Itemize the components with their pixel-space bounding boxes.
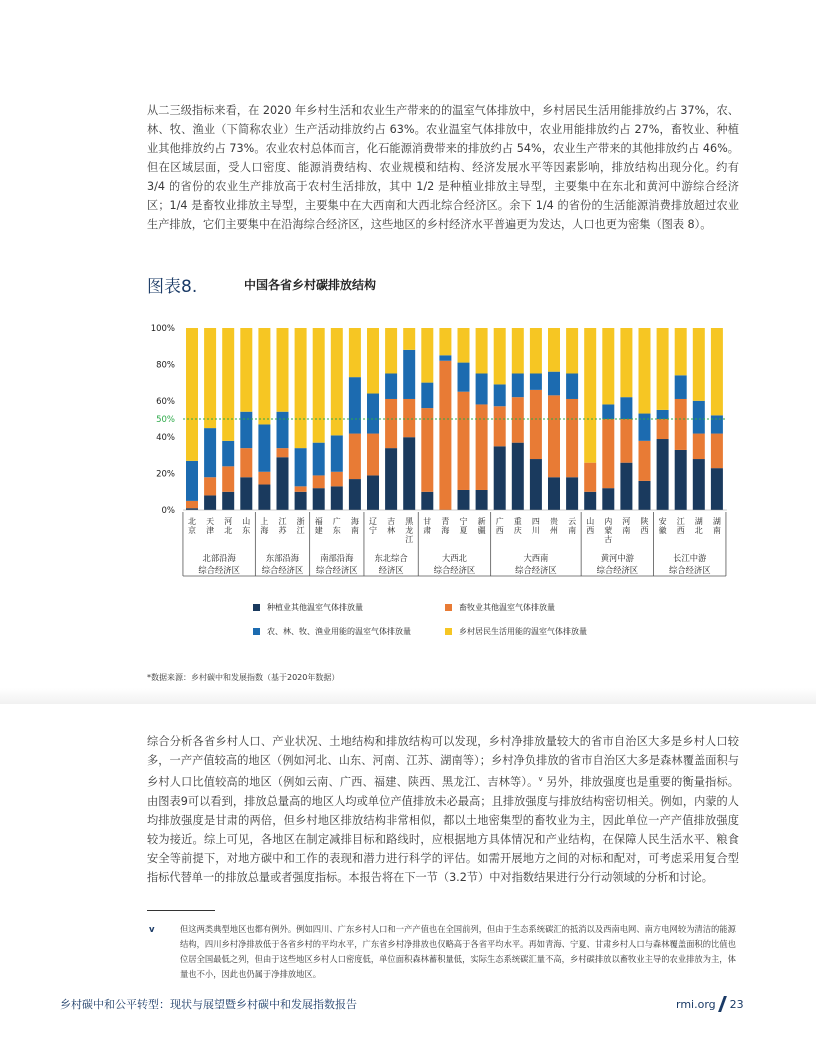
category-label: 建	[314, 526, 323, 535]
bar-segment-1	[476, 490, 488, 510]
bar-segment-3	[530, 374, 542, 390]
category-label: 林	[387, 526, 396, 535]
category-label: 苏	[278, 526, 287, 535]
bar-segment-2	[204, 477, 216, 495]
bar-segment-1	[367, 475, 379, 510]
body-paragraph-2	[147, 732, 739, 887]
bar-segment-4	[313, 328, 325, 443]
legend-swatch	[253, 604, 260, 611]
figure-label: 图表8.	[147, 277, 198, 297]
bar-segment-3	[403, 350, 415, 399]
bar-segment-3	[421, 383, 433, 408]
bar-segment-1	[675, 450, 687, 510]
category-label: 东	[242, 526, 251, 535]
category-label: 天	[206, 517, 215, 526]
reference-line-label: 50%	[156, 415, 175, 425]
bar-segment-1	[639, 481, 651, 510]
group-label: 东部沿海	[265, 553, 300, 563]
bar-segment-2	[295, 486, 307, 491]
category-label: 安	[658, 517, 667, 526]
bar-segment-2	[530, 390, 542, 459]
category-label: 古	[604, 535, 613, 544]
body-paragraph-1: 从二三级指标来看，在 2020 年乡村生活和农业生产带来的的温室气体排放中，乡村居民生活用能排放约占 37%，农、林、牧、渔业（下简称农业）生产活动排放约占 63%。农业温室气体排放中，农业用能排放约占 27%，畜牧业、种植业其他排放约占 73%。农业农村总体而言，化石能源消费带来的排放约占 54%，农业生产带来的其他排放约占 46%。但在区域层面，受人口密度、能源消费结构、农业规模和结构、经济发展水平等因素影响，排放结构出现分化。约有 3/4 的省份的农业生产排放高于农村生活排放，其中 1/2 是种植业排放主导型，主要集中在东北和黄河中游综合经济区；1/4 是畜牧业排放主导型，主要集中在大西南和大西北综合经济区。余下 1/4 的省份的生活能源消费排放超过农业生产排放，它们主要集中在沿海综合经济区，这些地区的乡村经济水平普遍更为发达，人口也更为密集（图表 8）。	[147, 104, 739, 232]
bar-segment-1	[602, 488, 614, 510]
category-label: 南	[622, 526, 631, 535]
bar-segment-2	[584, 463, 596, 492]
group-label: 大西南	[523, 553, 549, 563]
stacked-bar-chart	[140, 315, 740, 583]
bar-segment-3	[566, 374, 578, 399]
bar-segment-2	[349, 434, 361, 480]
legend-item	[445, 602, 555, 613]
bar-segment-2	[620, 419, 632, 463]
group-label: 南部沿海	[320, 553, 354, 563]
y-tick-label: 80%	[156, 360, 175, 371]
bar-segment-2	[331, 472, 343, 487]
legend-swatch	[445, 604, 452, 611]
group-label: 大西北	[441, 553, 467, 563]
footer-site-link[interactable]: rmi.org	[676, 997, 716, 1011]
category-label: 新	[477, 517, 486, 526]
category-label: 陕	[640, 517, 649, 526]
category-label: 上	[260, 517, 269, 526]
legend-item	[253, 626, 411, 637]
category-label: 东	[332, 526, 341, 535]
bar-segment-1	[584, 492, 596, 510]
footnote-mark: v	[149, 925, 155, 935]
legend-swatch	[253, 628, 260, 635]
bar-segment-1	[222, 492, 234, 510]
bar-segment-2	[675, 399, 687, 450]
bar-segment-4	[494, 328, 506, 384]
bar-segment-3	[711, 415, 723, 433]
category-label: 西	[495, 526, 504, 535]
category-label: 湖	[694, 517, 703, 526]
category-label: 江	[405, 535, 414, 544]
category-label: 吉	[387, 517, 396, 526]
paragraph-2-part-b: 另外，排放强度也是重要的衡量指标。由图表9可以看到，排放总量高的地区人均或单位产值排放未必最高；且排放强度与排放结构密切相关。例如，内蒙的人均排放强度是甘肃的两倍，但乡村地区排放结构非常相似，都以土地密集型的畜牧业为主，因此单位一产产值排放强度较为接近。综上可见，各地区在制定减排目标和路线时，应根据地方具体情况和产业结构，在保障人民生活水平、粮食安全等前提下，对地方碳中和工作的表现和潜力进行科学的评估。如需开展地方之间的对标和配对，可考虑采用复合型指标代替单一的排放总量或者强度指标。本报告将在下一节（3.2节）中对指数结果进行分行动领域的分析和讨论。	[147, 775, 739, 884]
bar-segment-3	[313, 443, 325, 476]
category-label: 湖	[712, 517, 721, 526]
legend-label: 乡村居民生活用能的温室气体排放量	[459, 627, 587, 636]
category-label: 庆	[513, 526, 522, 535]
bar-segment-1	[458, 490, 470, 510]
bar-segment-4	[186, 328, 198, 461]
bar-segment-4	[421, 328, 433, 383]
category-label: 山	[242, 517, 251, 526]
category-label: 南	[350, 526, 359, 535]
legend-swatch	[445, 628, 452, 635]
bar-segment-2	[439, 361, 451, 510]
y-tick-label: 20%	[156, 469, 175, 480]
group-label: 黄河中游	[600, 553, 634, 563]
bar-segment-4	[439, 328, 451, 355]
category-label: 四	[531, 517, 540, 526]
legend-item	[445, 626, 587, 637]
category-label: 龙	[405, 526, 414, 535]
bar-segment-4	[204, 328, 216, 428]
y-tick-label: 60%	[156, 396, 175, 407]
category-label: 徽	[658, 526, 667, 535]
bar-segment-2	[476, 404, 488, 490]
bar-segment-1	[512, 443, 524, 510]
bar-segment-1	[403, 437, 415, 510]
category-label: 广	[332, 517, 341, 526]
bar-segment-1	[295, 492, 307, 510]
bar-segment-4	[584, 328, 596, 463]
bar-segment-2	[494, 406, 506, 446]
bar-segment-3	[222, 441, 234, 466]
bar-segment-3	[277, 412, 289, 448]
category-label: 江	[296, 526, 305, 535]
bar-segment-3	[620, 397, 632, 419]
bar-segment-3	[367, 394, 379, 434]
bar-segment-4	[530, 328, 542, 374]
bar-segment-2	[657, 419, 669, 439]
bar-segment-1	[204, 495, 216, 510]
bar-segment-3	[602, 404, 614, 419]
bar-segment-1	[548, 477, 560, 510]
bar-segment-1	[385, 448, 397, 510]
bar-segment-3	[331, 435, 343, 471]
y-tick-label: 100%	[150, 324, 175, 334]
footnote-rule	[147, 910, 215, 911]
bar-segment-2	[421, 408, 433, 492]
bar-segment-3	[639, 414, 651, 441]
bar-segment-3	[675, 375, 687, 399]
bar-segment-4	[620, 328, 632, 397]
category-label: 州	[550, 526, 558, 535]
bar-segment-3	[349, 377, 361, 433]
bar-segment-3	[693, 401, 705, 434]
group-label: 综合经济区	[316, 565, 358, 575]
bar-segment-4	[639, 328, 651, 414]
bar-segment-4	[258, 328, 270, 424]
bar-segment-3	[439, 355, 451, 360]
category-label: 南	[568, 526, 577, 535]
footnote-text: 但这两类典型地区也都有例外。例如四川、广东乡村人口和一产产值也在全国前列，但由于生态系统碳汇的抵消以及西南电网、南方电网较为清洁的能源结构，四川乡村净排放低于各省乡村的平均水平，广东省乡村净排放也仅略高于各省平均水平。再如青海、宁夏、甘肃乡村人口与森林覆盖面积的比值也位居全国最低之列，但由于这些地区乡村人口密度低，单位面积森林蓄积量低，实际生态系统碳汇量不高，乡村碳排放以畜牧业主导的农业排放为主，体量也不小，因此也仍属于净排放地区。	[180, 924, 736, 979]
category-label: 西	[676, 526, 685, 535]
bar-segment-2	[222, 466, 234, 491]
section-separator	[0, 688, 816, 704]
category-label: 北	[224, 526, 233, 535]
group-label: 北部沿海	[202, 553, 236, 563]
category-label: 津	[206, 526, 215, 535]
bar-segment-4	[385, 328, 397, 374]
category-label: 川	[531, 526, 540, 535]
category-label: 南	[712, 526, 721, 535]
category-label: 西	[640, 526, 649, 535]
category-label: 云	[568, 517, 577, 526]
bar-segment-1	[421, 492, 433, 510]
footer-report-title: 乡村碳中和公平转型：现状与展望暨乡村碳中和发展指数报告	[60, 998, 357, 1011]
legend-label: 种植业其他温室气体排放量	[267, 603, 363, 612]
bar-segment-4	[548, 328, 560, 372]
category-label: 广	[495, 517, 504, 526]
bar-segment-1	[711, 468, 723, 510]
category-label: 蒙	[604, 526, 613, 535]
category-label: 甘	[423, 517, 432, 526]
bar-segment-1	[331, 486, 343, 510]
bar-segment-3	[295, 448, 307, 486]
slash-divider-icon	[718, 996, 727, 1012]
bar-segment-4	[693, 328, 705, 401]
bar-segment-2	[367, 434, 379, 476]
bar-segment-4	[657, 328, 669, 410]
bar-segment-4	[675, 328, 687, 375]
legend-label: 畜牧业其他温室气体排放量	[459, 603, 555, 612]
bar-segment-4	[349, 328, 361, 377]
bar-segment-2	[639, 441, 651, 481]
bar-segment-3	[240, 412, 252, 448]
bar-segment-3	[186, 461, 198, 501]
bar-segment-1	[530, 459, 542, 510]
page-number: 23	[729, 997, 744, 1011]
bar-segment-1	[566, 477, 578, 510]
group-label: 长江中游	[673, 553, 707, 563]
legend-label: 农、林、牧、渔业用能的温室气体排放量	[267, 627, 411, 636]
category-label: 黑	[405, 517, 414, 526]
bar-segment-2	[240, 448, 252, 477]
group-label: 综合经济区	[433, 565, 476, 575]
bar-segment-2	[711, 434, 723, 469]
bar-segment-2	[458, 392, 470, 490]
group-label: 东北综合	[374, 553, 408, 563]
bar-segment-3	[512, 374, 524, 398]
bar-segment-1	[494, 446, 506, 510]
bar-segment-4	[240, 328, 252, 412]
bar-segment-2	[512, 397, 524, 443]
bar-segment-3	[258, 424, 270, 471]
bar-segment-1	[240, 477, 252, 510]
category-label: 江	[278, 517, 287, 526]
footnote-reference[interactable]: v	[538, 775, 543, 784]
bar-segment-3	[548, 372, 560, 396]
bar-segment-2	[602, 419, 614, 488]
category-label: 肃	[423, 526, 432, 535]
bar-segment-2	[403, 399, 415, 437]
bar-segment-1	[693, 459, 705, 510]
category-label: 西	[586, 526, 595, 535]
bar-segment-4	[512, 328, 524, 374]
bar-segment-1	[620, 463, 632, 510]
category-label: 北	[188, 517, 196, 526]
bar-segment-2	[186, 501, 198, 508]
category-label: 海	[350, 517, 359, 526]
category-label: 内	[604, 517, 613, 526]
bar-segment-3	[458, 363, 470, 392]
category-label: 京	[188, 526, 196, 535]
group-label: 综合经济区	[198, 565, 240, 575]
category-label: 山	[586, 517, 595, 526]
category-label: 宁	[369, 526, 377, 535]
bar-segment-4	[476, 328, 488, 374]
bar-segment-4	[403, 328, 415, 350]
category-label: 青	[441, 517, 450, 526]
bar-segment-1	[349, 479, 361, 510]
data-source-note: *数据来源：乡村碳中和发展指数（基于2020年数据）	[147, 673, 340, 682]
bar-segment-2	[566, 399, 578, 477]
bar-segment-3	[657, 410, 669, 419]
bar-segment-3	[476, 374, 488, 405]
bar-segment-4	[367, 328, 379, 394]
group-label: 经济区	[378, 565, 404, 575]
category-label: 浙	[296, 517, 305, 526]
category-label: 福	[314, 517, 323, 526]
bar-segment-2	[277, 448, 289, 457]
bar-segment-4	[277, 328, 289, 412]
bar-segment-4	[222, 328, 234, 441]
bar-segment-4	[711, 328, 723, 415]
bar-segment-4	[458, 328, 470, 363]
bar-segment-4	[602, 328, 614, 404]
figure-title: 中国各省乡村碳排放结构	[244, 278, 377, 292]
bar-segment-1	[277, 457, 289, 510]
category-label: 江	[676, 517, 685, 526]
bar-segment-4	[566, 328, 578, 374]
category-label: 宁	[459, 517, 468, 526]
category-label: 疆	[477, 526, 486, 535]
category-label: 河	[224, 517, 233, 526]
group-label: 综合经济区	[669, 565, 711, 575]
bar-segment-2	[258, 472, 270, 485]
category-label: 重	[513, 517, 522, 526]
category-label: 夏	[459, 526, 468, 535]
bar-segment-3	[204, 428, 216, 477]
bar-segment-1	[657, 439, 669, 510]
group-label: 综合经济区	[596, 565, 639, 575]
bar-segment-2	[548, 395, 560, 477]
category-label: 海	[260, 526, 269, 535]
legend-item	[253, 602, 363, 613]
bar-segment-2	[313, 475, 325, 488]
y-tick-label: 40%	[156, 433, 175, 444]
category-label: 北	[694, 526, 703, 535]
bar-segment-2	[693, 434, 705, 459]
bar-segment-2	[385, 399, 397, 448]
bar-segment-3	[494, 384, 506, 406]
footer-page-info	[676, 996, 744, 1012]
bar-segment-3	[385, 374, 397, 399]
category-label: 贵	[550, 517, 558, 526]
bar-segment-1	[258, 485, 270, 510]
category-label: 河	[622, 517, 631, 526]
bar-segment-4	[295, 328, 307, 448]
y-tick-label: 0%	[161, 506, 175, 516]
paragraph-2-part-a: 综合分析各省乡村人口、产业状况、土地结构和排放结构可以发现，乡村净排放量较大的省市自治区大多是乡村人口较多，一产产值较高的地区（例如河北、山东、河南、江苏、湖南等）；乡村净负排放的省市自治区大多是森林覆盖面积与乡村人口比值较高的地区（例如云南、广西、福建、陕西、黑龙江、吉林等）。	[147, 735, 739, 789]
group-label: 综合经济区	[515, 565, 557, 575]
category-label: 辽	[369, 517, 377, 526]
group-label: 综合经济区	[261, 565, 304, 575]
bar-segment-1	[313, 488, 325, 510]
category-label: 海	[441, 526, 450, 535]
